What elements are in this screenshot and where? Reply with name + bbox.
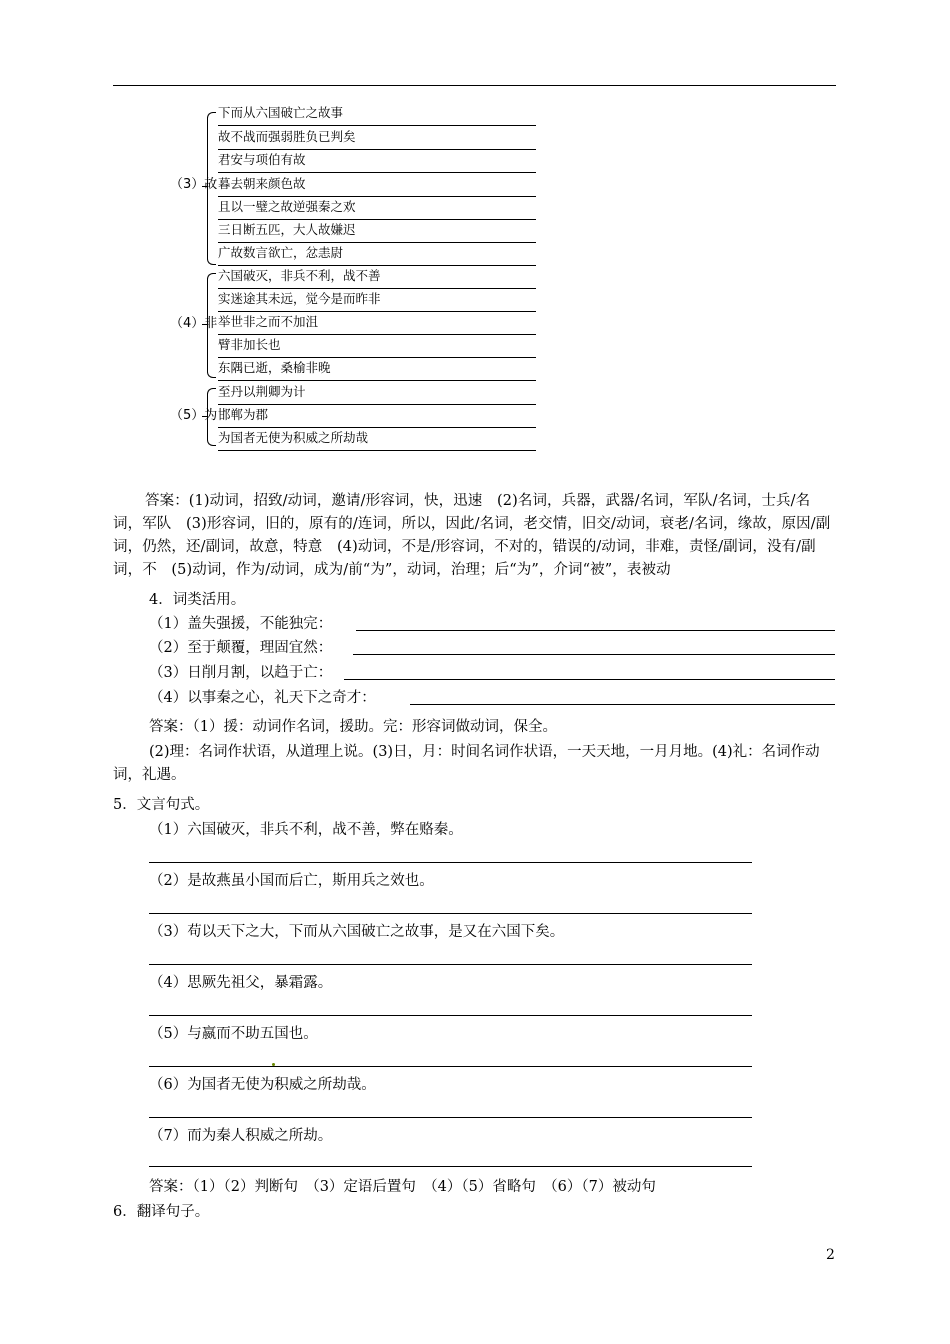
s5-answer-line	[149, 1117, 752, 1118]
s5-answer-line	[149, 1015, 752, 1016]
fei-item: 东隅已逝，桑榆非晚	[218, 358, 536, 381]
s4-item: （2）至于颠覆，理固宜然：	[149, 640, 333, 656]
brace-tick-gu	[202, 186, 207, 187]
s5-item: （4）思厥先祖父，暴霜露。	[149, 975, 333, 991]
gu-item: 广故数言欲亡，忿恚尉	[218, 243, 536, 266]
fei-item: 举世非之而不加沮	[218, 312, 536, 335]
wei-item: 邯郸为郡	[218, 405, 536, 428]
group-label-gu: （3）故	[170, 177, 218, 192]
fei-item: 六国破灭，非兵不利，战不善	[218, 266, 536, 289]
brace-fei	[207, 273, 216, 378]
s4-answer-line	[344, 679, 835, 680]
section-6-title: 6．翻译句子。	[113, 1204, 210, 1220]
wei-item: 为国者无使为积威之所劫哉	[218, 428, 536, 451]
s5-answer-line	[149, 964, 752, 965]
fei-item: 实迷途其未远，觉今是而昨非	[218, 289, 536, 312]
brace-tick-fei	[202, 324, 207, 325]
s4-answer-line	[353, 654, 835, 655]
gu-item: 暮去朝来颜色故	[218, 174, 536, 197]
s5-item: （7）而为秦人积威之所劫。	[149, 1128, 333, 1144]
brace-gu	[207, 112, 216, 265]
s4-answer: 答案：（1）援：动词作名词，援助。完：形容词做动词，保全。	[149, 719, 557, 735]
s5-answer: 答案：（1）（2）判断句 （3）定语后置句 （4）（5）省略句 （6）（7）被动句	[149, 1179, 656, 1195]
s4-item: （3）日削月割，以趋于亡：	[149, 665, 333, 681]
header-rule	[113, 85, 836, 86]
gu-item: 下而从六国破亡之故事	[218, 103, 536, 126]
gu-item: 且以一璧之故逆强秦之欢	[218, 197, 536, 220]
s4-answer-line	[356, 630, 835, 631]
s4-item: （4）以事秦之心，礼天下之奇才：	[149, 690, 376, 706]
gu-item: 君安与项伯有故	[218, 150, 536, 173]
s5-item: （5）与嬴而不助五国也。	[149, 1026, 318, 1042]
section-4-title: 4．词类活用。	[149, 592, 246, 608]
s5-answer-line	[149, 1166, 752, 1167]
gu-item: 三日断五匹，大人故嫌迟	[218, 220, 536, 243]
section-5-title: 5．文言句式。	[113, 797, 210, 813]
fei-item: 臂非加长也	[218, 335, 536, 358]
s5-item: （2）是故燕虽小国而后亡，斯用兵之效也。	[149, 873, 434, 889]
gu-item: 故不战而强弱胜负已判矣	[218, 127, 536, 150]
s4-answer-line	[410, 704, 835, 705]
s5-item: （3）苟以天下之大，下而从六国破亡之故事，是又在六国下矣。	[149, 924, 565, 940]
page-number: 2	[826, 1247, 835, 1263]
s5-item: （6）为国者无使为积威之所劫哉。	[149, 1077, 376, 1093]
brace-wei	[207, 388, 216, 446]
s5-item: （1）六国破灭，非兵不利，战不善，弊在赂秦。	[149, 822, 463, 838]
s4-item: （1）盖失强援，不能独完：	[149, 616, 333, 632]
s4-answer-detail: (2)理：名词作状语，从道理上说。(3)日，月：时间名词作状语，一天天地，一月月地。(4)礼：名词作动词，礼遇。	[113, 744, 820, 783]
brace-tick-wei	[202, 416, 207, 417]
group-label-wei: （5）为	[170, 408, 218, 423]
s5-answer-line	[149, 862, 752, 863]
wei-item: 至丹以荆卿为计	[218, 382, 536, 405]
s5-answer-line	[149, 913, 752, 914]
answer-gu-fei-wei: 答案：(1)动词，招致/动词，邀请/形容词，快，迅速 (2)名词，兵器，武器/名词，军队/名词，士兵/名词，军队 (3)形容词，旧的，原有的/连词，所以，因此/名词，老交情，旧交/动词，衰老/名词，缘故，原因/副词，仍然，还/副词，故意，特意 (4)动词，不是/形容词，不对的，错误的/动词，非难，责怪/副词，没有/副词，不 (5)动词，作为/动词，成为/前“为”，动词，治理；后“为”，介词“被”，表被动	[113, 493, 831, 578]
group-label-fei: （4）非	[170, 316, 218, 331]
s5-answer-line	[149, 1066, 752, 1067]
